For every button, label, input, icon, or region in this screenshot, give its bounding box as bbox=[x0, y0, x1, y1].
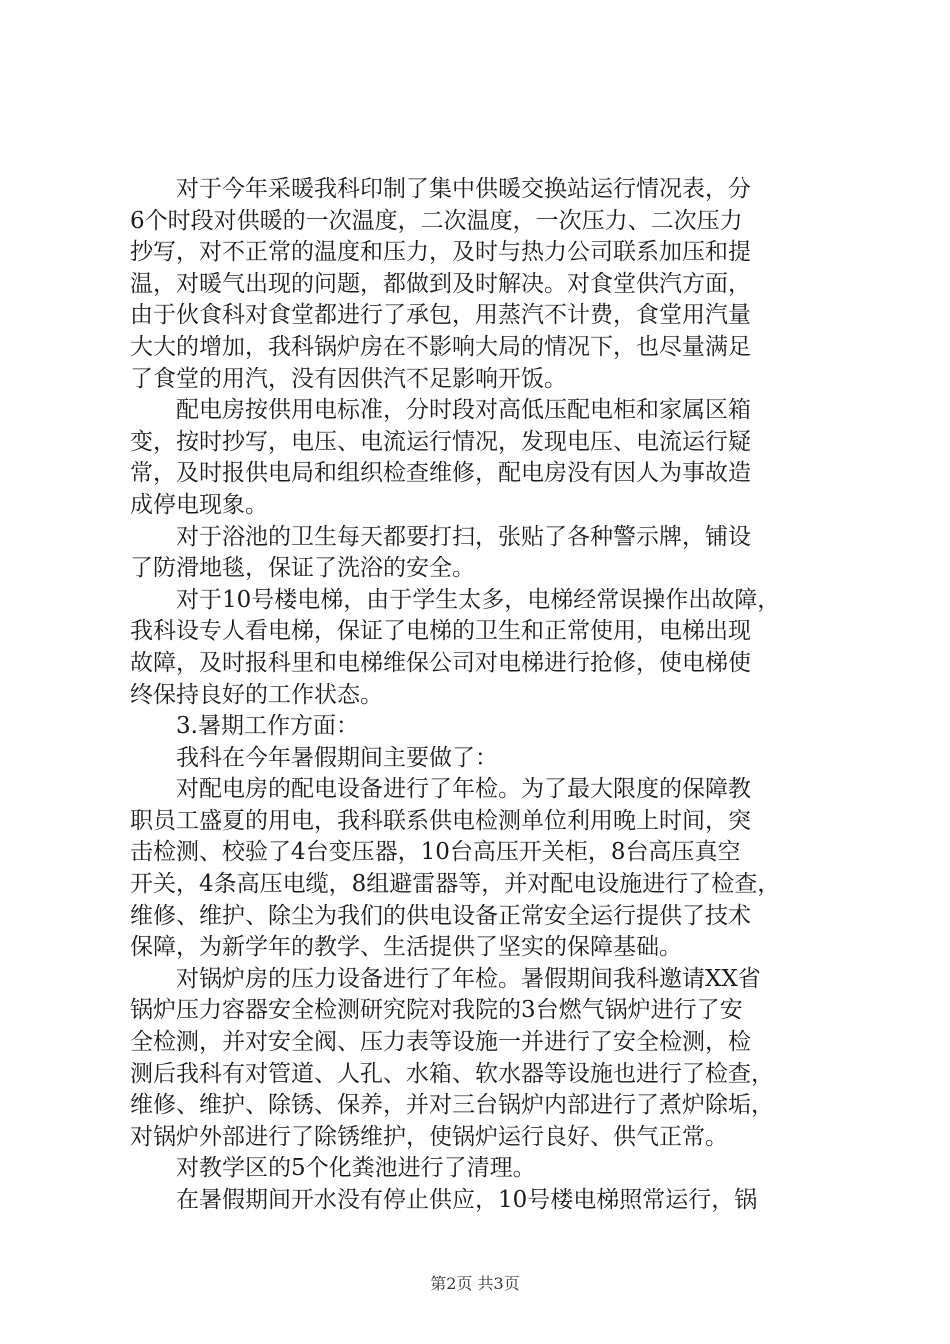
text-line: 维修、维护、除尘为我们的供电设备正常安全运行提供了技术 bbox=[130, 902, 751, 929]
text-line: 我科在今年暑假期间主要做了： bbox=[176, 744, 498, 771]
text-line: 锅炉压力容器安全检测研究院对我院的3台燃气锅炉进行了安 bbox=[130, 997, 743, 1024]
text-line: 配电房按供用电标准，分时段对高低压配电柜和家属区箱 bbox=[176, 397, 751, 424]
text-line: 对教学区的5个化粪池进行了清理。 bbox=[176, 1155, 536, 1182]
text-line: 对于今年采暖我科印制了集中供暖交换站运行情况表，分 bbox=[176, 176, 751, 202]
text-line: 保障，为新学年的教学、生活提供了坚实的保障基础。 bbox=[130, 934, 682, 961]
text-line: 对于浴池的卫生每天都要打扫，张贴了各种警示牌，铺设 bbox=[176, 523, 751, 550]
text-line: 由于伙食科对食堂都进行了承包，用蒸汽不计费，食堂用汽量 bbox=[130, 302, 751, 329]
text-line: 对于10号楼电梯，由于学生太多，电梯经常误操作出故障， bbox=[176, 586, 781, 613]
text-line: 全检测，并对安全阀、压力表等设施一并进行了安全检测，检 bbox=[130, 1029, 751, 1056]
text-line: 在暑假期间开水没有停止供应，10号楼电梯照常运行，锅 bbox=[176, 1187, 758, 1213]
document-body bbox=[130, 174, 830, 1217]
text-line: 我科设专人看电梯，保证了电梯的卫生和正常使用，电梯出现 bbox=[130, 618, 751, 645]
text-line: 对锅炉外部进行了除锈维护，使锅炉运行良好、供气正常。 bbox=[130, 1123, 728, 1150]
text-line: 变，按时抄写，电压、电流运行情况，发现电压、电流运行疑 bbox=[130, 428, 751, 455]
page-footer: 第2页 共3页 bbox=[430, 1274, 520, 1293]
text-line: 常，及时报供电局和组织检查维修，配电房没有因人为事故造 bbox=[130, 460, 751, 487]
text-line: 开关，4条高压电缆，8组避雷器等，并对配电设施进行了检查， bbox=[130, 871, 781, 898]
text-line: 抄写，对不正常的温度和压力，及时与热力公司联系加压和提 bbox=[130, 239, 751, 266]
text-line: 大大的增加，我科锅炉房在不影响大局的情况下，也尽量满足 bbox=[130, 333, 751, 360]
text-line: 对配电房的配电设备进行了年检。为了最大限度的保障教 bbox=[176, 776, 751, 803]
text-line: 击检测、校验了4台变压器，10台高压开关柜，8台高压真空 bbox=[130, 839, 741, 866]
text-line: 3.暑期工作方面： bbox=[176, 713, 359, 740]
text-line: 终保持良好的工作状态。 bbox=[130, 681, 383, 708]
text-line: 故障，及时报科里和电梯维保公司对电梯进行抢修，使电梯使 bbox=[130, 649, 751, 676]
text-line: 对锅炉房的压力设备进行了年检。暑假期间我科邀请XX省 bbox=[176, 965, 761, 992]
text-line: 了食堂的用汽，没有因供汽不足影响开饭。 bbox=[130, 365, 567, 392]
text-line: 成停电现象。 bbox=[130, 491, 268, 518]
text-line: 温，对暖气出现的问题，都做到及时解决。对食堂供汽方面， bbox=[130, 270, 751, 297]
text-line: 了防滑地毯，保证了洗浴的安全。 bbox=[130, 555, 475, 582]
text-line: 维修、维护、除锈、保养，并对三台锅炉内部进行了煮炉除垢， bbox=[130, 1092, 774, 1119]
text-line: 测后我科有对管道、人孔、水箱、软水器等设施也进行了检查， bbox=[130, 1060, 774, 1087]
text-line: 6个时段对供暖的一次温度，二次温度，一次压力、二次压力 bbox=[130, 207, 743, 234]
text-line: 职员工盛夏的用电，我科联系供电检测单位利用晚上时间，突 bbox=[130, 807, 751, 834]
